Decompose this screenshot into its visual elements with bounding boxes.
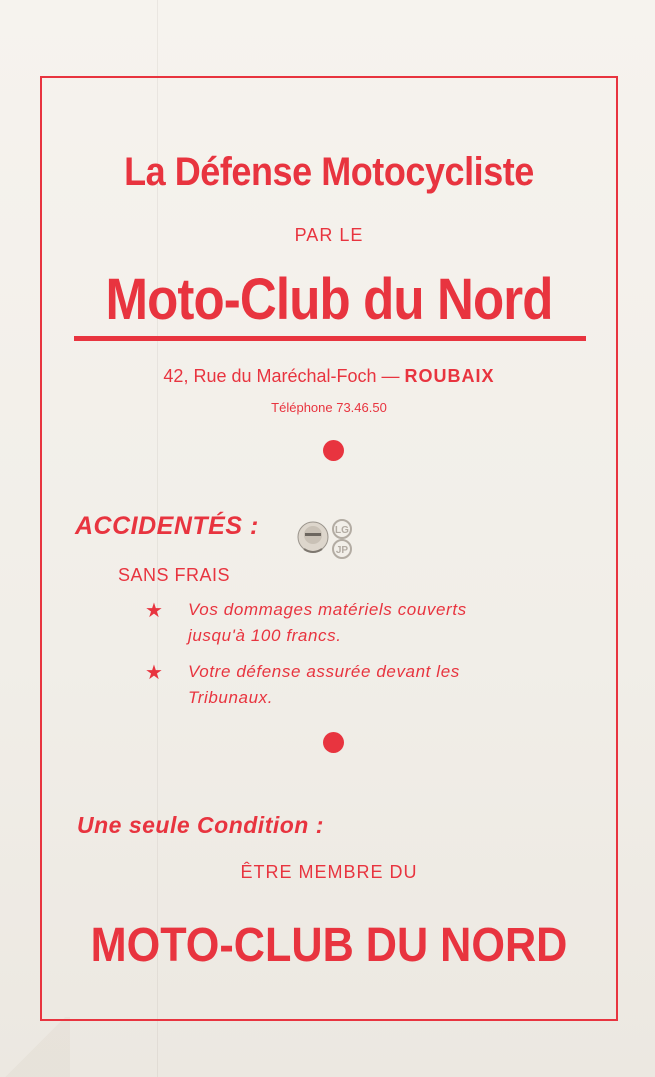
paper-fold — [0, 1017, 70, 1077]
par-le-text: PAR LE — [294, 225, 364, 245]
separator-dot — [323, 440, 344, 461]
club-name-heading: Moto-Club du Nord — [105, 267, 553, 332]
star-bullet-icon: ★ — [145, 662, 163, 684]
list-item — [188, 597, 528, 649]
sans-frais-text: SANS FRAIS — [118, 565, 231, 585]
list-item-line: Votre défense assurée devant les — [188, 662, 460, 681]
stamp-label-top: LG — [335, 525, 349, 536]
club-name-footer: MOTO-CLUB DU NORD — [90, 919, 568, 972]
star-bullet-icon: ★ — [145, 600, 163, 622]
membership-text: ÊTRE MEMBRE DU — [240, 862, 418, 882]
condition-heading: Une seule Condition : — [77, 812, 324, 838]
separator-dot — [323, 732, 344, 753]
list-item — [188, 659, 528, 711]
address-line — [40, 366, 618, 387]
list-item-line: Vos dommages matériels couverts — [188, 600, 467, 619]
page-title: La Défense Motocycliste — [124, 150, 534, 194]
list-item-line: Tribunaux. — [188, 688, 274, 707]
phone-text: Téléphone 73.46.50 — [271, 400, 387, 415]
city-text: ROUBAIX — [404, 366, 495, 386]
heading-rule — [74, 336, 586, 341]
stamp-label-bottom: JP — [335, 545, 349, 556]
accidents-heading: ACCIDENTÉS : — [75, 512, 259, 540]
list-item-line: jusqu'à 100 francs. — [188, 626, 342, 645]
street-text: 42, Rue du Maréchal-Foch — — [163, 366, 400, 386]
collector-stamp-icon — [296, 515, 360, 563]
